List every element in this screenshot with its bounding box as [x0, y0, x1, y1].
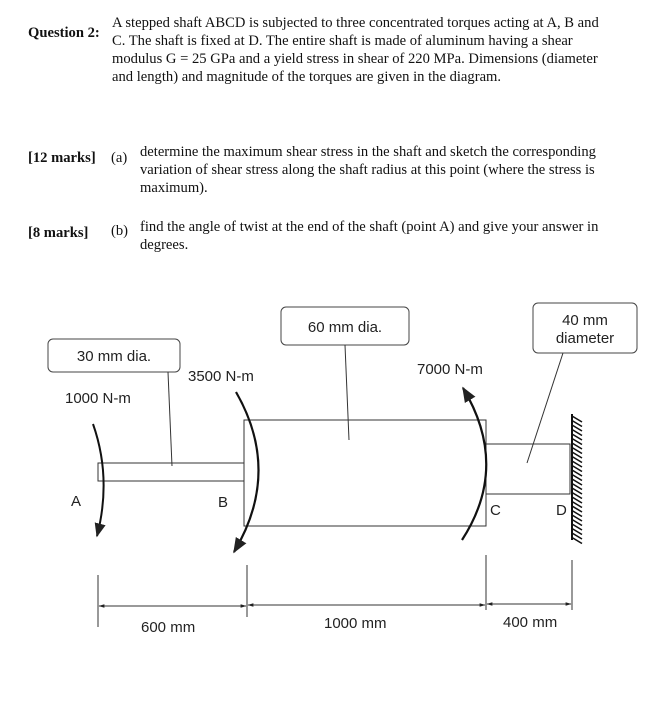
question-line: A stepped shaft ABCD is subjected to three concentrated torques acting at A, B and — [112, 15, 599, 31]
length-bc-label: 1000 mm — [324, 615, 387, 632]
torque-a-label: 1000 N-m — [65, 390, 131, 407]
question-line: and length) and magnitude of the torques are given in the diagram. — [112, 69, 502, 85]
question-line: C. The shaft is fixed at D. The entire shaft is made of aluminum having a shear — [112, 33, 573, 49]
part-b-line: find the angle of twist at the end of the shaft (point A) and give your answer in — [140, 219, 599, 235]
point-c-label: C — [490, 502, 501, 519]
callout-40mm — [527, 303, 637, 463]
shaft-segment-ab — [98, 463, 244, 481]
part-b-letter: (b) — [111, 223, 129, 239]
part-a-letter: (a) — [111, 150, 128, 166]
callout-40mm-label-1: 40 mm — [562, 312, 608, 329]
length-ab-label: 600 mm — [141, 619, 196, 636]
torque-b-label: 3500 N-m — [188, 368, 254, 385]
fixed-support-wall — [572, 414, 582, 544]
callout-30mm-label: 30 mm dia. — [76, 348, 152, 365]
callout-60mm-label: 60 mm dia. — [307, 319, 383, 336]
shaft-segment-cd — [486, 444, 570, 494]
length-cd-label: 400 mm — [503, 614, 558, 631]
torque-c-label: 7000 N-m — [417, 361, 483, 378]
torque-b-arrow — [234, 392, 259, 552]
part-a-line: variation of shear stress along the shaft radius at this point (where the stress is — [140, 162, 595, 178]
part-a-marks: [12 marks] — [28, 150, 96, 166]
point-d-label: D — [556, 502, 567, 519]
point-b-label: B — [218, 494, 229, 511]
torque-c-arrow — [462, 388, 486, 540]
question-line: modulus G = 25 GPa and a yield stress in shear of 220 MPa. Dimensions (diameter — [112, 51, 598, 67]
part-b-line: degrees. — [140, 237, 189, 253]
part-a-line: determine the maximum shear stress in the shaft and sketch the corresponding — [140, 144, 596, 160]
part-a-line: maximum). — [140, 180, 208, 196]
callout-40mm-label-2: diameter — [555, 330, 615, 347]
point-a-label: A — [71, 493, 82, 510]
question-label: Question 2: — [28, 25, 100, 41]
part-b-marks: [8 marks] — [28, 225, 89, 241]
shaft-segment-bc — [244, 420, 486, 526]
